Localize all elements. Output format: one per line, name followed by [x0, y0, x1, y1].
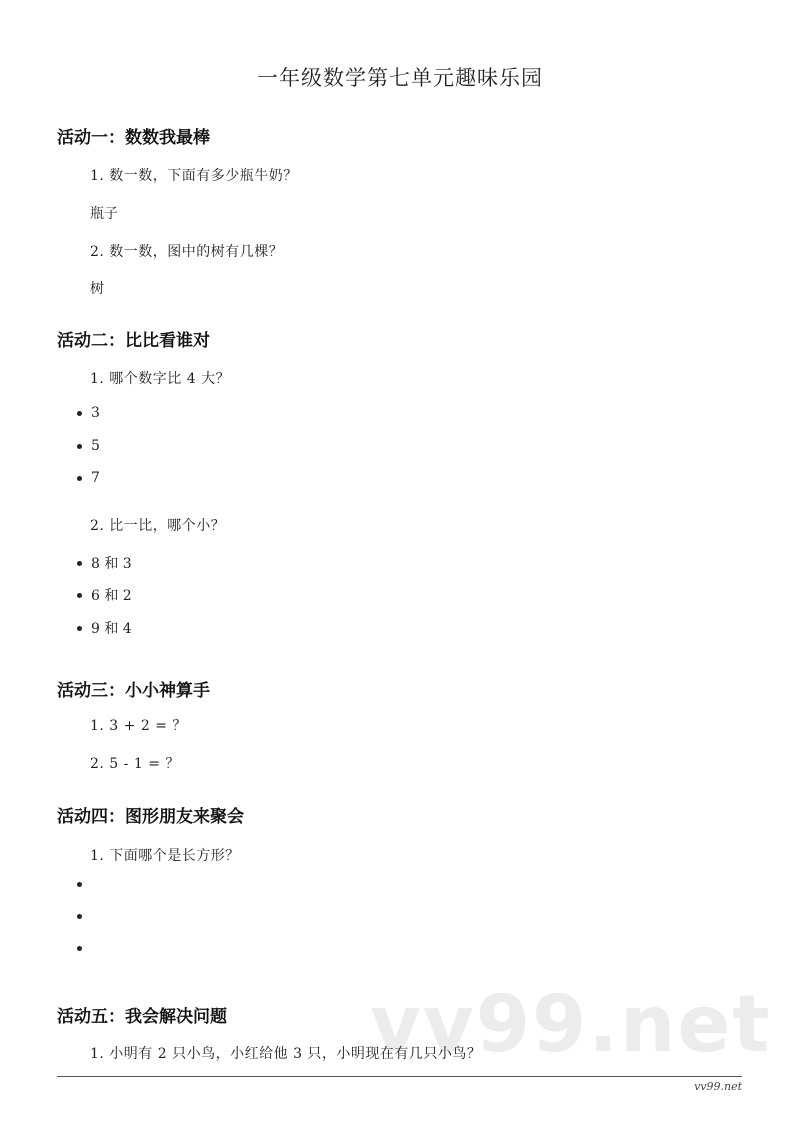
- activity-4-q1-option-2: [77, 914, 91, 919]
- bullet-icon: [77, 946, 82, 951]
- activity-2-q1-option-3: [77, 470, 100, 486]
- activity-4-heading: 活动四：图形朋友来聚会: [57, 807, 244, 827]
- activity-3-heading: 活动三：小小神算手: [57, 681, 210, 701]
- activity-1-question-1: 1. 数一数，下面有多少瓶牛奶？: [90, 168, 298, 184]
- activity-4-q1-option-1: [77, 882, 91, 887]
- activity-5-heading: 活动五：我会解决问题: [57, 1007, 227, 1027]
- activity-2-q1-option-1: [77, 405, 100, 421]
- activity-2-question-1: 1. 哪个数字比 4 大？: [90, 371, 231, 387]
- activity-2-q1-option-2: [77, 438, 100, 454]
- option-text: 8 和 3: [91, 556, 132, 572]
- bullet-icon: [77, 914, 82, 919]
- activity-1-heading: 活动一：数数我最棒: [57, 128, 210, 148]
- option-text: 5: [91, 438, 100, 454]
- activity-4-q1-option-3: [77, 946, 91, 951]
- option-text: 6 和 2: [91, 588, 132, 604]
- activity-1-question-1-image-label: 瓶子: [90, 206, 118, 222]
- bullet-icon: [77, 444, 82, 449]
- activity-2-q2-option-1: [77, 553, 132, 573]
- bullet-icon: [77, 411, 82, 416]
- footer-site-label: vv99.net: [694, 1080, 742, 1093]
- activity-1-question-2-image-label: 树: [90, 281, 104, 297]
- bullet-icon: [77, 476, 82, 481]
- option-text: 9 和 4: [91, 621, 132, 637]
- page-title: 一年级数学第七单元趣味乐园: [257, 66, 543, 90]
- option-text: 7: [91, 470, 100, 486]
- footer-divider: [57, 1076, 742, 1077]
- bullet-icon: [77, 882, 82, 887]
- bullet-icon: [77, 626, 82, 631]
- activity-3-question-2: 2. 5 - 1 = ？: [90, 756, 180, 772]
- bullet-icon: [77, 593, 82, 598]
- activity-2-question-2: 2. 比一比，哪个小？: [90, 518, 226, 534]
- activity-2-q2-option-3: [77, 618, 132, 638]
- watermark: vv99.net: [370, 980, 772, 1070]
- activity-2-heading: 活动二：比比看谁对: [57, 331, 210, 351]
- activity-3-question-1: 1. 3 + 2 = ？: [90, 718, 187, 734]
- activity-2-q2-option-2: [77, 585, 132, 605]
- activity-5-question-1: 1. 小明有 2 只小鸟，小红给他 3 只，小明现在有几只小鸟？: [90, 1046, 482, 1062]
- activity-1-question-2: 2. 数一数，图中的树有几棵？: [90, 244, 284, 260]
- option-text: 3: [91, 405, 100, 421]
- bullet-icon: [77, 561, 82, 566]
- activity-4-question-1: 1. 下面哪个是长方形？: [90, 848, 240, 864]
